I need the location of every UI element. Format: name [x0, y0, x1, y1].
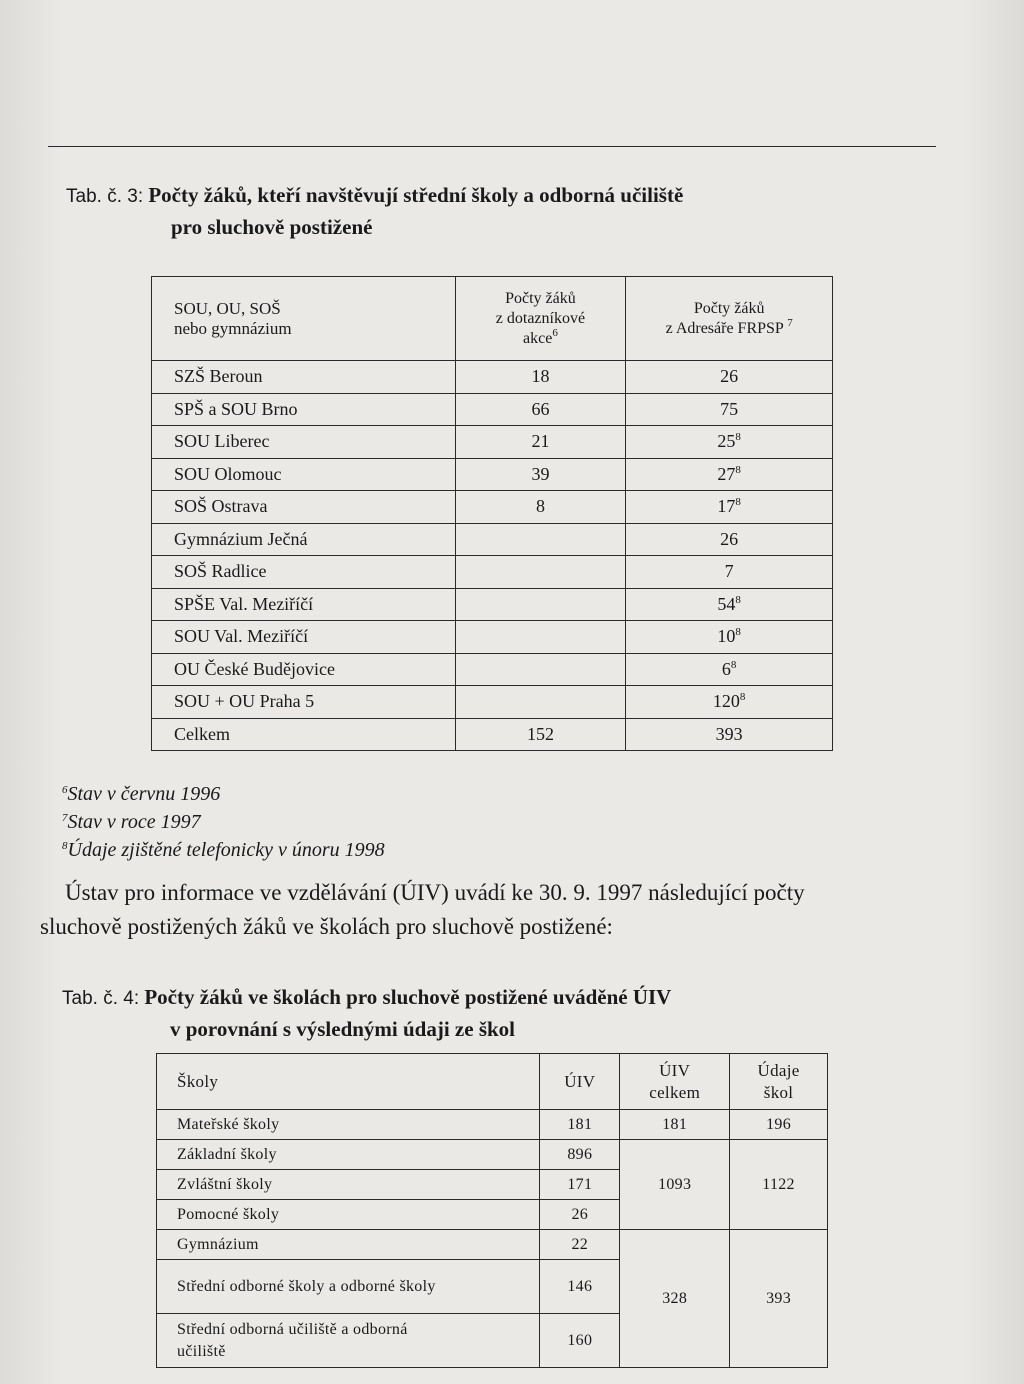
tab3-row [152, 686, 833, 719]
tab3-header-col2-line3: akce [523, 329, 553, 347]
tab4-row-uiv: 171 [540, 1170, 620, 1200]
tab4-row-uiv: 22 [540, 1230, 620, 1260]
tab3-row-school: OU České Budějovice [152, 653, 456, 686]
tab3-row [152, 653, 833, 686]
footnote-7 [62, 808, 201, 836]
tab4-row [157, 1110, 828, 1140]
tab3-row-frpsp-value: 75 [720, 398, 739, 419]
tab4-row-uiv: 896 [540, 1140, 620, 1170]
tab3-row-frpsp-sup: 8 [735, 431, 741, 444]
tab3-row-frpsp [626, 523, 833, 556]
tab3-row-dotaznik [455, 556, 626, 589]
tab4-row [157, 1230, 828, 1260]
tab4-ms-uiv-total: 181 [620, 1110, 730, 1140]
tab3-row-frpsp [626, 718, 833, 751]
footnote-7-num: 7 [62, 812, 68, 824]
tab4-row-uiv: 160 [540, 1314, 620, 1368]
tab3-row [152, 556, 833, 589]
tab3-title-line2: pro sluchově postižené [171, 215, 373, 239]
tab4-header-col4 [730, 1054, 828, 1110]
footnote-7-text: Stav v roce 1997 [67, 811, 201, 833]
tab4-header-col4-line1: Údaje [757, 1060, 800, 1080]
tab3-row [152, 523, 833, 556]
tab3-row-dotaznik [455, 588, 626, 621]
footnote-6 [62, 780, 220, 808]
tab3-row-school: SOU Olomouc [152, 458, 456, 491]
tab4-header-row [157, 1054, 828, 1110]
tab4-ss-school: 393 [730, 1230, 828, 1368]
tab3-row-dotaznik: 8 [455, 491, 626, 524]
tab3-row-frpsp [626, 588, 833, 621]
tab3-header-col2-line1: Počty žáků [505, 289, 576, 307]
tab4-row-uiv: 26 [540, 1200, 620, 1230]
tab4-ss-uiv-total: 328 [620, 1230, 730, 1368]
tab3-row-frpsp-value: 7 [724, 561, 734, 582]
tab4-header-col3-line1: ÚIV [659, 1060, 691, 1080]
tab4-header-col4-line2: škol [763, 1082, 794, 1102]
tab3-row-frpsp-sup: 8 [735, 626, 741, 639]
tab4-row-school: Mateřské školy [157, 1110, 540, 1140]
tab3-row-school: SOU Val. Meziříčí [152, 621, 456, 654]
footnote-8 [62, 836, 385, 864]
footnote-6-text: Stav v červnu 1996 [67, 783, 221, 805]
tab3-prefix: Tab. č. 3: [66, 186, 144, 207]
tab3-row-school: SOU Liberec [152, 426, 456, 459]
tab3-row-dotaznik [455, 621, 626, 654]
tab3-row-frpsp-value: 393 [715, 723, 743, 744]
tab3-row-frpsp-value: 26 [720, 366, 739, 387]
tab3-table [151, 276, 833, 751]
tab4-row-school [157, 1314, 540, 1368]
tab3-row-frpsp [626, 653, 833, 686]
tab4-table [156, 1053, 828, 1368]
tab3-header-col1 [152, 277, 456, 361]
tab3-row-school: SPŠE Val. Meziříčí [152, 588, 456, 621]
tab3-row [152, 458, 833, 491]
tab3-header-col3-line1: Počty žáků [693, 299, 765, 317]
tab4-zs-uiv-total: 1093 [620, 1140, 730, 1230]
tab3-row-school: SOŠ Radlice [152, 556, 456, 589]
tab3-header-col2-line2: z dotazníkové [495, 309, 586, 327]
tab3-row-frpsp-value: 17 [717, 496, 736, 517]
tab3-header-col2 [455, 277, 626, 361]
tab3-row-frpsp [626, 686, 833, 719]
tab3-row-frpsp-sup: 8 [735, 593, 741, 606]
tab3-header-col3-sup: 7 [787, 316, 793, 329]
tab3-header-row [152, 277, 833, 361]
tab4-header-col1: Školy [157, 1054, 540, 1110]
tab4-row-school: Střední odborné školy a odborné školy [157, 1260, 540, 1314]
tab3-row-frpsp-value: 54 [717, 593, 736, 614]
tab3-row-dotaznik [455, 653, 626, 686]
tab3-row-frpsp-value: 26 [720, 528, 739, 549]
tab3-row [152, 491, 833, 524]
tab3-row-frpsp [626, 491, 833, 524]
tab3-title-line1: Počty žáků, kteří navštěvují střední školy a odborná učiliště [148, 183, 684, 207]
tab3-row-school: SOŠ Ostrava [152, 491, 456, 524]
tab3-row-dotaznik: 39 [455, 458, 626, 491]
tab3-row-dotaznik: 152 [455, 718, 626, 751]
tab4-caption [62, 982, 671, 1044]
tab4-row-school-line2: učiliště [177, 1342, 226, 1360]
tab4-row-school: Pomocné školy [157, 1200, 540, 1230]
tab3-header-col1-line2: nebo gymnázium [174, 318, 292, 338]
tab3-row-dotaznik: 18 [455, 361, 626, 394]
footnote-8-text: Údaje zjištěné telefonicky v únoru 1998 [67, 839, 385, 861]
tab3-row-school: SOU + OU Praha 5 [152, 686, 456, 719]
tab3-row-school: SZŠ Beroun [152, 361, 456, 394]
header-rule [48, 146, 936, 147]
tab3-row-frpsp [626, 621, 833, 654]
tab3-row-frpsp-sup: 8 [735, 463, 741, 476]
tab3-row-school: SPŠ a SOU Brno [152, 393, 456, 426]
tab3-row-frpsp-sup: 8 [730, 658, 737, 671]
tab3-row-school: Gymnázium Ječná [152, 523, 456, 556]
tab3-row-frpsp-value: 25 [717, 431, 736, 452]
tab3-row [152, 361, 833, 394]
tab3-row-frpsp-value: 27 [717, 463, 736, 484]
tab4-header-col3-line2: celkem [649, 1082, 701, 1102]
tab3-header-col1-line1: SOU, OU, SOŠ [174, 298, 281, 318]
tab4-row-uiv: 146 [540, 1260, 620, 1314]
tab3-row-frpsp [626, 426, 833, 459]
footnote-8-num: 8 [62, 840, 68, 852]
tab3-row [152, 588, 833, 621]
tab4-row-school-line1: Střední odborná učiliště a odborná [177, 1320, 408, 1338]
tab3-row-frpsp-sup: 8 [735, 496, 741, 509]
tab3-header-col2-sup: 6 [552, 326, 558, 339]
tab4-title-line2: v porovnání s výslednými údaji ze škol [170, 1017, 516, 1041]
tab3-header-col3 [626, 277, 833, 361]
tab3-row-dotaznik [455, 686, 626, 719]
tab4-prefix: Tab. č. 4: [62, 988, 140, 1009]
tab4-row-uiv: 181 [540, 1110, 620, 1140]
body-paragraph-line2: sluchově postižených žáků ve školách pro sluchově postižené: [40, 914, 613, 939]
tab3-row-frpsp [626, 361, 833, 394]
tab4-header-col2: ÚIV [540, 1054, 620, 1110]
tab3-row [152, 718, 833, 751]
tab3-row-frpsp [626, 556, 833, 589]
tab4-row [157, 1140, 828, 1170]
footnote-6-num: 6 [62, 784, 68, 796]
tab3-row-dotaznik [455, 523, 626, 556]
body-paragraph-line1: Ústav pro informace ve vzdělávání (ÚIV) uvádí ke 30. 9. 1997 následující počty [65, 880, 805, 905]
tab3-row-frpsp [626, 393, 833, 426]
tab3-header-col3-line2: z Adresáře FRPSP [665, 319, 784, 337]
tab3-row-frpsp [626, 458, 833, 491]
tab4-row-school: Gymnázium [157, 1230, 540, 1260]
tab4-header-col3 [620, 1054, 730, 1110]
tab4-title-line1: Počty žáků ve školách pro sluchově postižené uváděné ÚIV [144, 985, 672, 1009]
tab3-row-frpsp-value: 6 [721, 658, 731, 679]
tab3-row [152, 393, 833, 426]
tab3-row-frpsp-sup: 8 [739, 691, 746, 704]
tab3-row-dotaznik: 21 [455, 426, 626, 459]
tab3-row-dotaznik: 66 [455, 393, 626, 426]
tab3-row-frpsp-value: 10 [717, 626, 736, 647]
tab3-row [152, 621, 833, 654]
tab4-ms-school: 196 [730, 1110, 828, 1140]
tab4-zs-school: 1122 [730, 1140, 828, 1230]
tab3-row-frpsp-value: 120 [712, 691, 740, 712]
body-paragraph [40, 876, 940, 944]
tab3-row-school: Celkem [152, 718, 456, 751]
tab4-row-school: Zvláštní školy [157, 1170, 540, 1200]
tab4-row-school: Základní školy [157, 1140, 540, 1170]
tab3-row [152, 426, 833, 459]
tab3-caption [66, 180, 683, 242]
